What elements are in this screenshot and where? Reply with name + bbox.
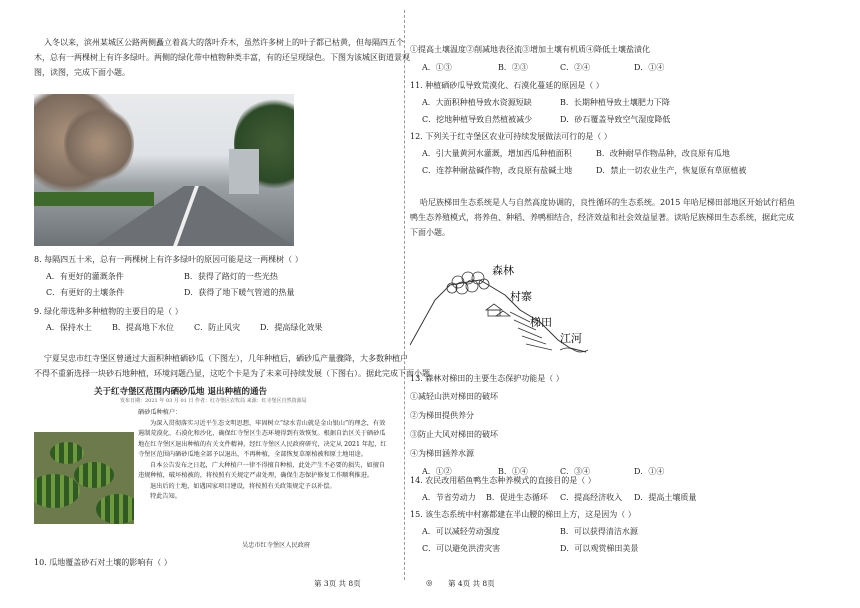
notice-paragraph: 特此告知。 (150, 493, 181, 500)
intro3-line-3: 下面小题。 (410, 228, 450, 237)
q9-option-c: C．防止风灾 (194, 323, 241, 332)
page-footer-right: 第 4页 共 8页 (448, 579, 495, 588)
q14-option-d: D．提高土壤质量 (634, 493, 697, 502)
q10-option-d: D．①④ (634, 63, 665, 72)
q11-option-c: C．挖地种植导致自然植被减少 (422, 115, 533, 124)
watermelon-photo (34, 432, 134, 524)
q13-option-b: B．①④ (498, 467, 528, 476)
q14-option-a: A．节省劳动力 (422, 493, 476, 502)
question-10: 10. 瓜地覆盖砂石对土壤的影响有（ ） (34, 558, 172, 567)
q8-option-a: A．有更好的灌溉条件 (46, 272, 124, 281)
q12-option-c: C．连荐种耐盐碱作物，改良原有盐碱土地 (422, 166, 573, 175)
street-photo (34, 94, 294, 246)
q10-option-c: C．②④ (560, 63, 591, 72)
column-divider (404, 10, 405, 580)
q13-item-2: ②为梯田提供养分 (410, 411, 474, 420)
question-9: 9. 绿化带选种多种植物的主要目的是（ ） (34, 307, 183, 316)
center-mark: ◎ (426, 578, 433, 587)
question-12: 12. 下列关于红寺堡区农业可持续发展做法可行的是（ ） (410, 132, 612, 141)
q12-option-a: A．引大量黄河水灌溉，增加西瓜种植面积 (422, 149, 572, 158)
q12-option-b: B．改种耐旱作物品种，改良原有瓜地 (596, 149, 730, 158)
notice-body (138, 408, 388, 503)
notice-signature: 吴忠市红寺堡区人民政府 (242, 542, 311, 549)
q15-option-b: B．可以获得清洁水源 (560, 527, 638, 536)
q8-option-b: B．获得了路灯的一些光热 (184, 272, 278, 281)
notice-meta: 发布日期：2021 年 03 月 01 日 作者：红寺堡区农牧局 来源：红寺堡区自然资源局 (120, 398, 307, 404)
q13-item-1: ①减轻山洪对梯田的破坏 (410, 392, 498, 401)
q15-option-a: A．可以减轻劳动强度 (422, 527, 500, 536)
q12-option-d: D．禁止一切农业生产，恢复原有草原植被 (596, 166, 747, 175)
intro3-line-1: 哈尼族梯田生态系统是人与自然高度协调的，良性循环的生态系统。2015 年哈尼梯田部地区开始试行稻鱼 (420, 198, 795, 207)
q11-option-b: B．长期种植导致土壤肥力下降 (560, 98, 670, 107)
q8-option-c: C．有更好的土壤条件 (46, 288, 125, 297)
q8-option-d: D．获得了地下暖气管道的热量 (184, 288, 295, 297)
q14-option-b: B．促进生态循环 (486, 493, 548, 502)
question-15: 15. 该生态系统中村寨都建在半山腰的梯田上方，这是因为（ ） (410, 510, 636, 519)
notice-paragraph: 自本公告发布之日起，广大种植户一律不得擅自种植，此处产生不必要的损失，如擅自违规种植，破坏植被的，将按照有关规定严肃处理，确保生态保护修复工作顺利推进。 (138, 461, 386, 479)
q10-items: ①提高土壤温度②削减地表径流③增加土壤有机质④降低土壤盐渍化 (410, 45, 650, 54)
question-13: 13. 森林对梯田的主要生态保护功能是（ ） (410, 374, 564, 383)
notice-paragraph: 退出后的土地，如遇国家项目建设，将按照有关政策规定予以补偿。 (150, 482, 336, 490)
intro2-line-1: 宁夏吴忠市红寺堡区曾通过大面积种植硒砂瓜（下图左），几年种植后，硒砂瓜产量骤降，大多数种植户 (44, 354, 408, 363)
q9-option-d: D．提高绿化效果 (260, 323, 323, 332)
notice-paragraph: 为深入贯彻落实习近平生态文明思想，牢固树立“绿水青山就是金山银山”的理念，有效遏制荒漠化、石漠化和沙化，确保红寺堡区生态环境得到有效恢复。根据自治区关于硒砂瓜地在红寺堡区退出种植的有关文件精神，经红寺堡区人民政府研究，决定从 2021 年起，红寺堡区范围内硒砂瓜地全部予以退出，不再种植，全部恢复草原植被和原土地用途。 (138, 419, 387, 458)
q13-item-3: ③防止大风对梯田的破坏 (410, 430, 498, 439)
page-footer-left: 第 3页 共 8页 (314, 579, 361, 588)
question-8: 8. 每隔四五十米，总有一两棵树上有许多绿叶的原因可能是这一两棵树（ ） (34, 255, 303, 264)
label-river: 江河 (560, 332, 582, 345)
intro-line-1: 入冬以来，滨州某城区公路两侧矗立着高大的落叶乔木，虽然许多树上的叶子都已枯黄，但每隔四五个 (44, 38, 404, 47)
q10-option-b: B．②③ (498, 63, 528, 72)
q10-option-a: A．①③ (422, 63, 452, 72)
question-14: 14. 农民改用稻鱼鸭生态种养模式的直接目的是（ ） (410, 476, 596, 485)
question-11: 11. 种植硒砂瓜导致荒漠化、石漠化蔓延的原因是（ ） (410, 81, 604, 90)
intro-line-3: 图，读图，完成下面小题。 (34, 68, 130, 77)
q9-option-b: B．提高地下水位 (112, 323, 174, 332)
notice-greeting: 硒砂瓜种植户： (138, 409, 182, 416)
q9-option-a: A．保持水土 (46, 323, 92, 332)
q13-option-a: A．①② (422, 467, 452, 476)
intro-line-2: 木，总有一两棵树上有许多绿叶。两侧的绿化带中植物种类丰富，有的还呈现绿色。下图为该城区街道景观 (34, 53, 410, 62)
label-terrace: 梯田 (530, 316, 552, 329)
q11-option-a: A．大面积种植导致水资源短缺 (422, 98, 532, 107)
right-column (410, 0, 820, 608)
q13-option-d: D．①④ (634, 467, 665, 476)
q15-option-d: D．可以观赏梯田美景 (560, 544, 639, 553)
terrace-diagram (410, 250, 590, 360)
q14-option-c: C．提高经济收入 (560, 493, 623, 502)
q15-option-c: C．可以避免洪涝灾害 (422, 544, 501, 553)
intro2-line-2: 不得不重新选择一块砂石地种植，环境问题凸显，这吃个卡是为了未来可持续发展（下图右）。据此完成下面小题。 (34, 369, 438, 378)
notice-title: 关于红寺堡区范围内硒砂瓜地 退出种植的通告 (94, 387, 267, 397)
notice-figure (34, 380, 399, 550)
intro3-line-2: 鸭生态养殖模式，将养鱼、种稻、养鸭相结合，经济效益和社会效益显著。读哈尼族梯田生态系统，据此完成 (410, 213, 794, 222)
q13-item-4: ④为梯田涵养水源 (410, 449, 474, 458)
label-village: 村寨 (510, 290, 532, 303)
label-forest: 森林 (492, 264, 514, 277)
q13-option-c: C．③④ (560, 467, 591, 476)
q11-option-d: D．砂石覆盖导致空气湿度降低 (560, 115, 671, 124)
